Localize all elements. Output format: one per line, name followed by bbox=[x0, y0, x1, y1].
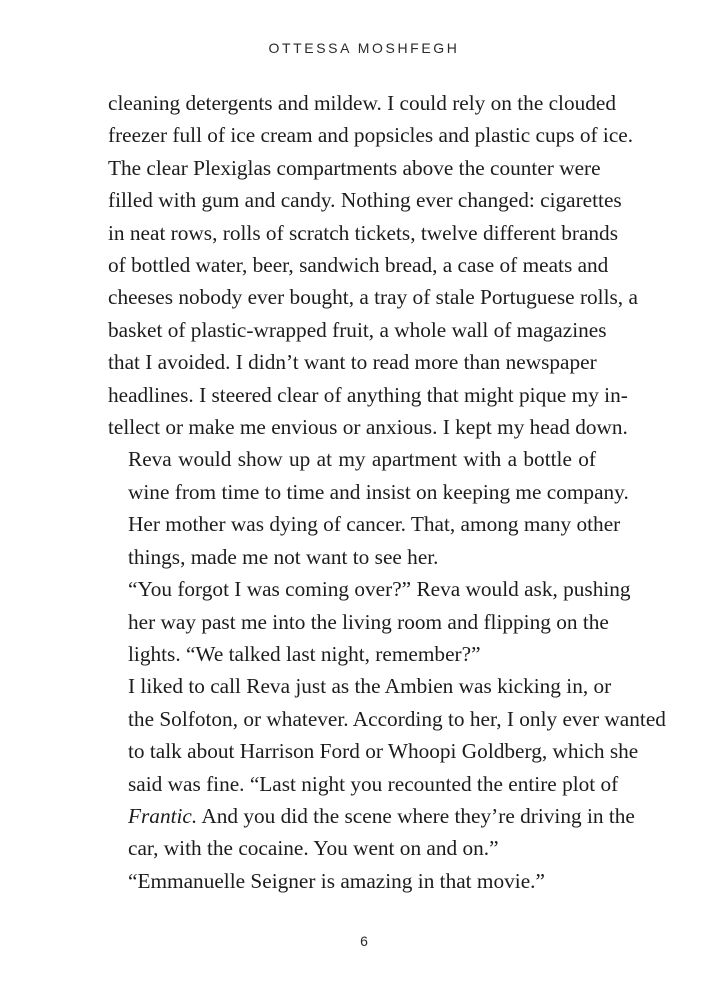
text-line: things, made me not want to see her. bbox=[128, 544, 439, 569]
text-line: said was fine. “Last night you recounted the entire plot of bbox=[128, 771, 619, 796]
text-line: wine from time to time and insist on keeping me company. bbox=[128, 479, 629, 504]
text-line: cleaning detergents and mildew. I could rely on the clouded bbox=[108, 91, 617, 115]
text-line: “You forgot I was coming over?” Reva would ask, pushing bbox=[128, 577, 631, 602]
text-line: filled with gum and candy. Nothing ever changed: cigarettes bbox=[108, 188, 622, 213]
text-line: tellect or make me envious or anxious. I kept my head down. bbox=[108, 415, 628, 440]
paragraph-3 bbox=[108, 573, 631, 670]
text-line: that I avoided. I didn’t want to read more than newspaper bbox=[108, 350, 597, 375]
text-line: cheeses nobody ever bought, a tray of stale Portuguese rolls, a bbox=[108, 285, 638, 310]
text-line: basket of plastic-wrapped fruit, a whole wall of magazines bbox=[108, 317, 607, 342]
text-line: freezer full of ice cream and popsicles and plastic cups of ice. bbox=[108, 123, 634, 148]
text-line: in neat rows, rolls of scratch tickets, twelve different brands bbox=[108, 220, 618, 245]
text-line: her way past me into the living room and flipping on the bbox=[128, 609, 609, 634]
paragraph-5 bbox=[108, 865, 596, 897]
text-line: I liked to call Reva just as the Ambien was kicking in, or bbox=[128, 674, 612, 699]
text-line: headlines. I steered clear of anything that might pique my in- bbox=[108, 382, 628, 407]
text-line: “Emmanuelle Seigner is amazing in that movie.” bbox=[128, 868, 545, 893]
text-line: car, with the cocaine. You went on and on.” bbox=[128, 836, 499, 861]
text-line: lights. “We talked last night, remember?” bbox=[128, 641, 481, 666]
book-title-italic: Frantic. bbox=[128, 803, 198, 828]
paragraph-1 bbox=[108, 87, 638, 443]
text-line: The clear Plexiglas compartments above the counter were bbox=[108, 155, 601, 180]
text-line: to talk about Harrison Ford or Whoopi Goldberg, which she bbox=[128, 739, 639, 764]
text-fragment: And you did the scene where they’re driving in the bbox=[197, 803, 635, 828]
running-head: OTTESSA MOSHFEGH bbox=[268, 40, 460, 56]
body-text bbox=[108, 87, 666, 897]
paragraph-2 bbox=[108, 443, 629, 573]
text-line: of bottled water, beer, sandwich bread, a case of meats and bbox=[108, 253, 609, 278]
text-line: Reva would show up at my apartment with a bottle of bbox=[128, 447, 596, 472]
text-line: the Solfoton, or whatever. According to her, I only ever wanted bbox=[128, 706, 666, 731]
paragraph-4 bbox=[108, 670, 666, 864]
text-line bbox=[108, 800, 635, 832]
page-number: 6 bbox=[360, 933, 368, 949]
text-line: Her mother was dying of cancer. That, among many other bbox=[128, 512, 621, 537]
